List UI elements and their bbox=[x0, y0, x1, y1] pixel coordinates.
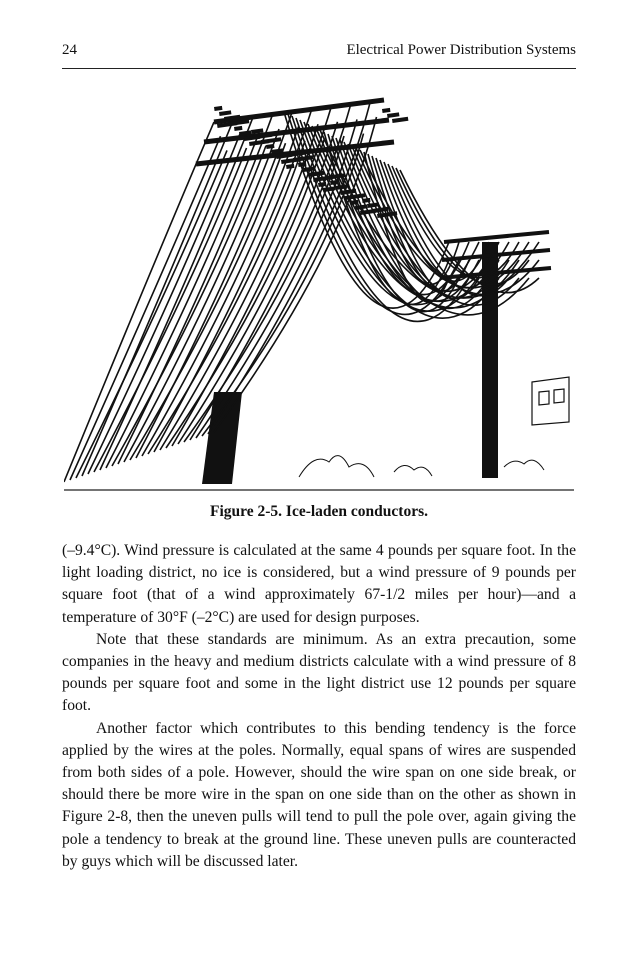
figure-caption: Figure 2-5. Ice-laden conductors. bbox=[210, 503, 428, 520]
paragraph-1: (–9.4°C). Wind pressure is calculated at the same 4 pounds per square foot. In the light loading district, no ice is considered, but a wind pressure of 9 pounds per square foot (that of a wind approximately 67-1/2 miles per hour)—and a temperature of 30°F (–2°C) are used for design purposes. bbox=[62, 542, 576, 626]
ice-deposit bbox=[340, 189, 356, 195]
ice-deposit bbox=[249, 139, 269, 146]
body-text bbox=[62, 540, 576, 873]
ice-deposit bbox=[382, 108, 390, 113]
ice-deposit bbox=[234, 126, 242, 131]
ice-deposit bbox=[214, 106, 222, 111]
ice-deposit bbox=[392, 117, 408, 123]
running-title: Electrical Power Distribution Systems bbox=[346, 42, 576, 58]
ice-laden-conductors-photo bbox=[64, 92, 574, 492]
page-number: 24 bbox=[62, 42, 77, 58]
ice-deposit bbox=[281, 157, 301, 164]
ice-deposit bbox=[387, 112, 399, 118]
header-rule bbox=[62, 68, 576, 69]
conductor-wire bbox=[64, 122, 214, 482]
conductor-wire bbox=[380, 160, 489, 281]
paragraph-3: Another factor which contributes to this bending tendency is the force applied by the wires at the poles. Normally, equal spans of wires are suspended from both sides of a pole. However, should the wire span on one side break, or should there be more wire in the span on one side than on the other as shown in Figure 2-8, then the uneven pulls will tend to pull the pole over, again giving the pole a tendency to break at the ground line. These uneven pulls are counteracted by guys which will be discussed later. bbox=[62, 719, 576, 870]
ice-deposit bbox=[219, 110, 231, 116]
ice-deposit bbox=[286, 164, 294, 169]
ice-deposit bbox=[266, 144, 274, 149]
page-header bbox=[62, 42, 576, 64]
paragraph-2: Note that these standards are minimum. As an extra precaution, some companies in the heavy and medium districts calculate with a wind pressure of 8 pounds per square foot and some in the light district use 12 pounds per square foot. bbox=[62, 630, 576, 715]
